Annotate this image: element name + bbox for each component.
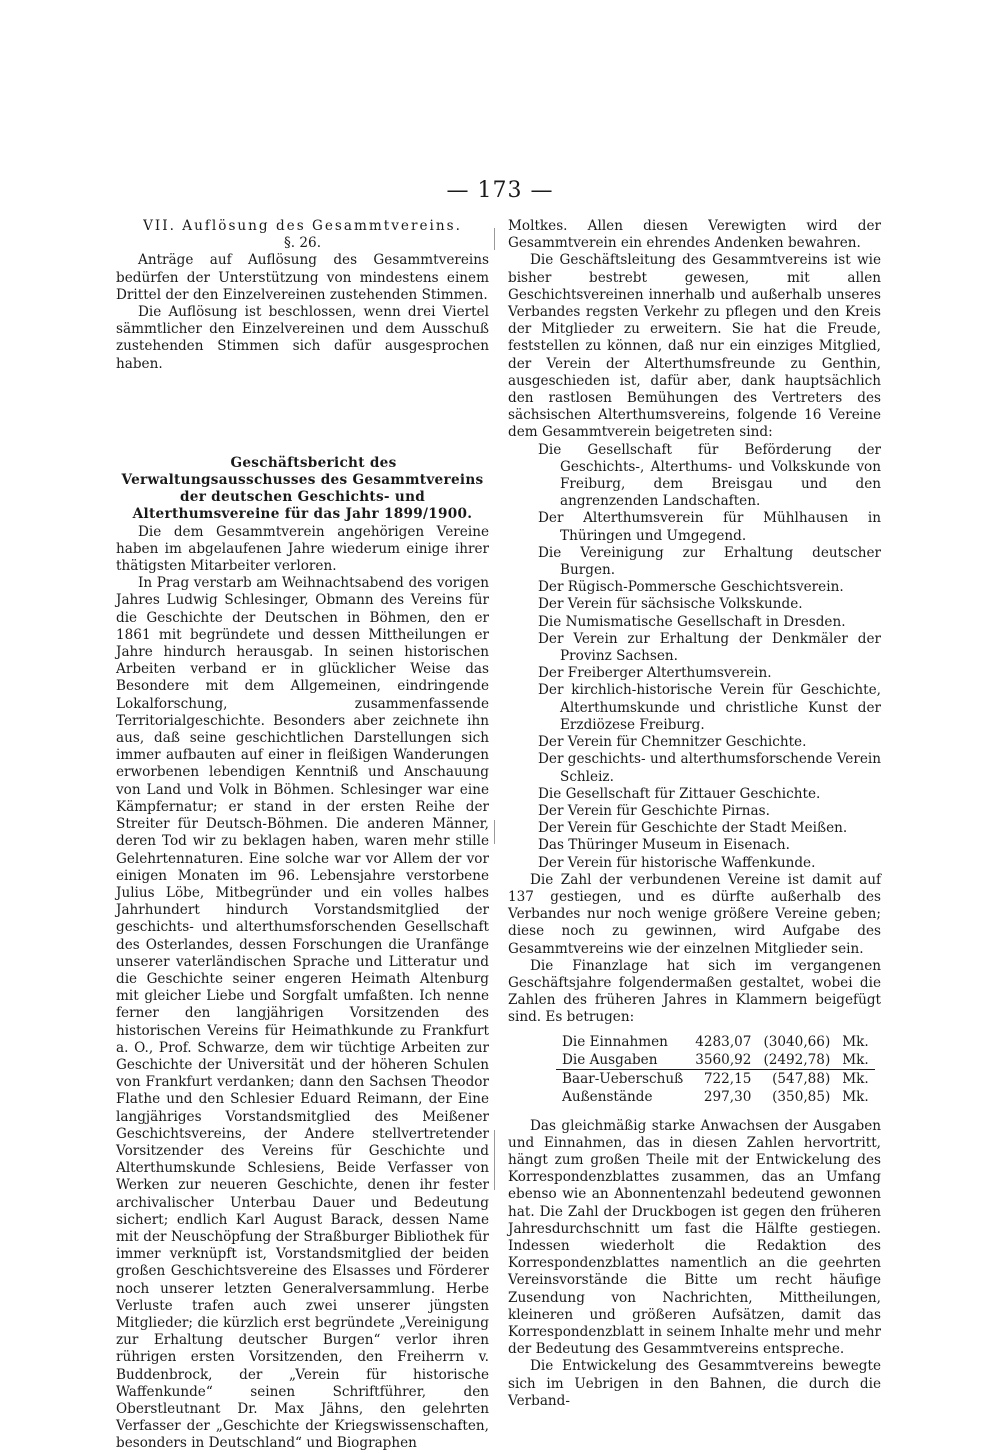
list-item: Der Verein für historische Waffenkunde.	[538, 854, 816, 871]
table-row	[556, 1051, 875, 1070]
report-title: Geschäftsbericht des Verwaltungsausschusses des Gesammtvereins der deutschen Geschichts- und Alterthumsvereine für das Jahr 1899/1900.	[121, 454, 484, 523]
margin-mark	[494, 820, 495, 844]
report-paragraph: In Prag verstarb am Weihnachtsabend des vorigen Jahres Ludwig Schlesinger, Obmann des Vereins für die Geschichte der Deutschen in Böhmen, den er 1861 mit begründete und dessen Mittheilungen er Jahre hindurch herausgab. In seinen historischen Arbeiten verband er in glücklicher Weise das Besondere mit dem Allgemeinen, eindringende Lokalforschung, zusammenfassende Territorialgeschichte. Besonders aber zeichnete ihn aus, daß seine geschichtlichen Darstellungen sich immer aufbauten auf einer in fleißigen Wanderungen erworbenen lebendigen Kenntniß und Anschauung von Land und Volk in Böhmen. Schlesinger war eine Kämpfernatur; er stand in der ersten Reihe der Streiter für Deutsch-Böhmen. Die anderen Männer, deren Tod wir zu beklagen haben, waren mehr stille Gelehrtennaturen. Eine solche war vor Allem der vor einigen Monaten im 96. Lebensjahre verstorbene Julius Löbe, Mitbegründer und ein volles halbes Jahrhundert hindurch Vorstandsmitglied der geschichts- und alterthumsforschenden Gesellschaft des Osterlandes, dessen Forschungen die Uranfänge unserer vaterländischen Sprache und Litteratur und die Geschichte seiner engeren Heimath Altenburg mit gleicher Liebe und Sorgfalt umfaßten. Ich nenne ferner den langjährigen Vorsitzenden des historischen Vereins für Heimathkunde zu Frankfurt a. O., Prof. Schwarze, dem wir tüchtige Arbeiten zur Geschichte der Universität und der höheren Schulen von Frankfurt verdanken; dann den Sachsen Theodor Flathe und den Schlesier Eduard Reimann, der Eine langjähriges Vorstandsmitglied des Meißener Geschichtsvereins, der Andere stellvertretender Vorsitzender des Vereins für Geschichte und Alterthumskunde Schlesiens, Beide Verfasser von Werken zur neueren Geschichte, denen ihr fester archivalischer Unterbau Dauer und Bedeutung sichert; endlich Karl August Barack, dessen Name mit der Neuschöpfung der Straßburger Bibliothek für immer verknüpft ist, Vorstandsmitglied der beiden großen Geschichtsvereine des Elsasses und Förderer noch unserer letzten Generalversammlung. Herbe Verluste trafen auch zwei unserer jüngsten Mitglieder; die kürzlich erst begründete „Vereinigung zur Erhaltung deutscher Burgen“ verlor ihren rührigen ersten Vorsitzenden, den Freiherrn v. Buddenbrock, der „Verein für historische Waffenkunde“ seinen Schriftführer, den Oberstleutnant Dr. Max Jähns, den gelehrten Verfasser der „Geschichte der Kriegswissenschaften, besonders in Deutschland“ und Biographen	[116, 575, 489, 1452]
intro-paragraph: Die Geschäftsleitung des Gesammtvereins ist wie bisher bestrebt gewesen, mit allen Geschichtsvereinen innerhalb und außerhalb unseres Verbandes regsten Verkehr zu pflegen und den Kreis der Mitglieder zu erweitern. Sie hat die Freude, feststellen zu können, daß nur ein einziges Mitglied, der Verein der Alterthumsfreunde zu Genthin, ausgeschieden ist, dafür aber, dank hauptsächlich den rastlosen Bemühungen des Vertreters des sächsischen Alterthumsvereins, folgende 16 Vereine dem Gesammtverein beigetreten sind:	[508, 252, 881, 441]
new-members-list	[508, 442, 881, 872]
report-paragraph: Die dem Gesammtverein angehörigen Vereine haben im abgelaufenen Jahre wiederum einige ihrer thätigsten Mitarbeiter verloren.	[116, 523, 489, 575]
finance-label: Baar-Ueberschuß	[556, 1069, 689, 1088]
finance-current: 3560,92	[695, 1051, 752, 1068]
list-item: Das Thüringer Museum in Eisenach.	[538, 837, 790, 854]
list-item: Der Rügisch-Pommersche Geschichtsverein.	[538, 579, 844, 596]
list-item: Der Verein für Chemnitzer Geschichte.	[538, 734, 807, 751]
list-item: Die Vereinigung zur Erhaltung deutscher Burgen.	[538, 544, 881, 579]
paragraph-heading: §. 26.	[283, 235, 322, 252]
opening-paragraph: Moltkes. Allen diesen Verewigten wird der Gesammtverein ein ehrendes Andenken bewahren.	[508, 218, 881, 252]
finance-current: 4283,07	[695, 1033, 752, 1050]
margin-mark	[494, 228, 495, 250]
margin-mark	[494, 1130, 495, 1190]
closing-paragraph: Das gleichmäßig starke Anwachsen der Ausgaben und Einnahmen, das in diesen Zahlen hervortritt, hängt zum großen Theile mit der Entwickelung des Korrespondenzblattes zusammen, das an Umfang ebenso wie an Abonnentenzahl bedeutend gewonnen hat. Die Zahl der Druckbogen ist gegen den früheren Jahresdurchschnitt um fast die Hälfte gestiegen. Indessen wiederholt die Redaktion des Korrespondenzblattes namentlich an die geehrten Vereinsvorstände die Bitte um recht häufige Zusendung von Nachrichten, Mittheilungen, kleineren und größeren Aufsätzen, damit das Korrespondenzblatt in seinem Inhalte mehr und mehr der Bedeutung des Gesammtvereins entspreche.	[508, 1117, 881, 1358]
list-item: Der Alterthumsverein für Mühlhausen in Thüringen und Umgegend.	[538, 510, 881, 544]
table-row	[556, 1033, 875, 1051]
finance-previous: (2492,78)	[763, 1051, 831, 1068]
table-row	[556, 1069, 875, 1088]
count-paragraph: Die Zahl der verbundenen Vereine ist damit auf 137 gestiegen, und es dürfte außerhalb des Verbandes nur noch wenige größere Vereine geben; diese noch zu gewinnen, wird Aufgabe des Gesammtvereins wie der einzelnen Mitglieder sein.	[508, 871, 881, 957]
left-column	[116, 218, 489, 1453]
list-item: Die Gesellschaft für Zittauer Geschichte.	[538, 785, 821, 802]
list-item: Die Numismatische Gesellschaft in Dresden.	[538, 613, 846, 630]
right-column	[508, 218, 881, 1410]
list-item: Der Verein für sächsische Volkskunde.	[538, 596, 803, 613]
finance-previous: (547,88)	[757, 1069, 836, 1088]
finance-previous: (3040,66)	[763, 1033, 831, 1050]
finance-current: 722,15	[689, 1069, 757, 1088]
finance-unit: Mk.	[842, 1051, 869, 1068]
finance-label: Die Einnahmen	[562, 1033, 668, 1050]
finance-unit: Mk.	[842, 1033, 869, 1050]
section-paragraph: Anträge auf Auflösung des Gesammtvereins bedürfen der Unterstützung von mindestens einem Drittel der den Einzelvereinen zustehenden Stimmen.	[116, 252, 489, 303]
closing-paragraph: Die Entwickelung des Gesammtvereins bewegte sich im Uebrigen in den Bahnen, die durch die Verband-	[508, 1358, 881, 1409]
finance-unit: Mk.	[836, 1069, 874, 1088]
page-number: — 173 —	[446, 178, 554, 203]
list-item: Der Verein zur Erhaltung der Denkmäler der Provinz Sachsen.	[538, 630, 881, 665]
list-item: Der Freiberger Alterthumsverein.	[538, 665, 772, 682]
list-item: Der Verein für Geschichte der Stadt Meißen.	[538, 820, 848, 837]
finance-label: Außenstände	[562, 1088, 653, 1105]
finance-previous: (350,85)	[772, 1088, 831, 1105]
finance-unit: Mk.	[842, 1088, 869, 1105]
finance-label: Die Ausgaben	[562, 1051, 658, 1068]
list-item: Der kirchlich-historische Verein für Geschichte, Alterthumskunde und christliche Kunst der Erzdiözese Freiburg.	[538, 682, 881, 733]
spacer	[116, 373, 489, 455]
section-paragraph: Die Auflösung ist beschlossen, wenn drei Viertel sämmtlicher den Einzelvereinen und dem Ausschuß zustehenden Stimmen sich dafür ausgesprochen haben.	[116, 304, 489, 372]
table-row	[556, 1088, 875, 1106]
list-item: Der Verein für Geschichte Pirnas.	[538, 802, 770, 819]
list-item: Der geschichts- und alterthumsforschende Verein Schleiz.	[538, 751, 881, 785]
list-item: Die Gesellschaft für Beförderung der Geschichts-, Alterthums- und Volkskunde von Freiburg, dem Breisgau und den angrenzenden Landschaften.	[538, 441, 881, 510]
section-heading: VII. Auflösung des Gesammtvereins.	[143, 218, 462, 234]
finance-current: 297,30	[703, 1088, 752, 1105]
finance-table	[556, 1033, 875, 1106]
finance-intro: Die Finanzlage hat sich im vergangenen Geschäftsjahre folgendermaßen gestaltet, wobei die Zahlen des früheren Jahres in Klammern beigefügt sind. Es betrugen:	[508, 957, 881, 1026]
